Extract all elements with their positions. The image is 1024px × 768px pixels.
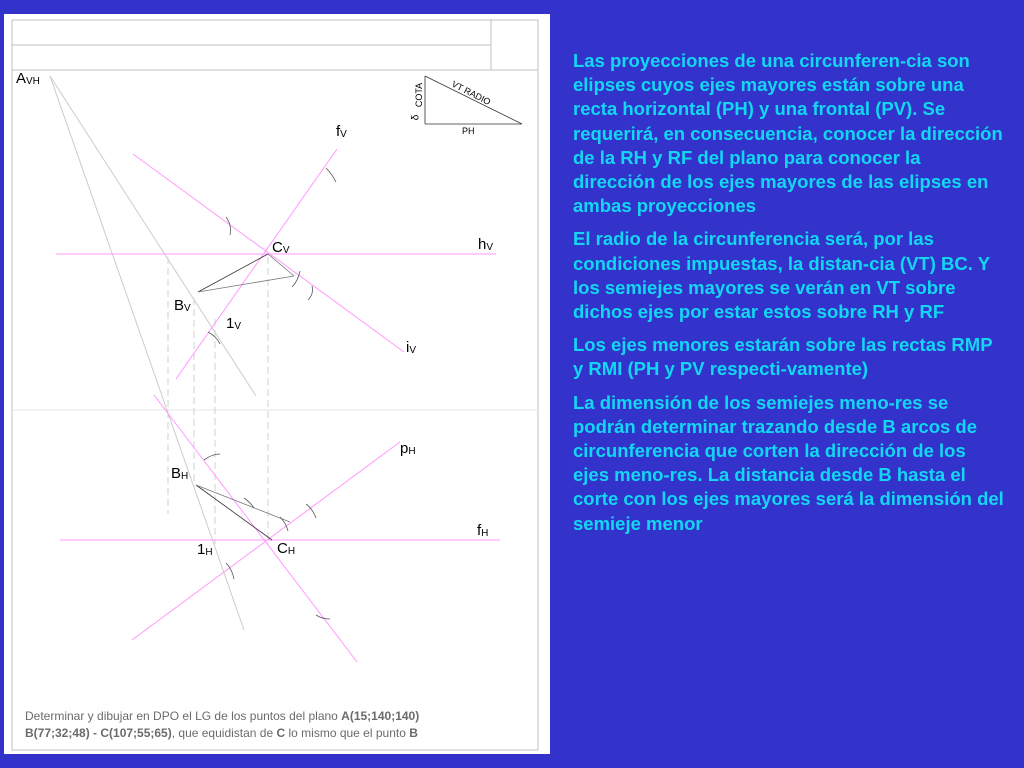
triangle-vt-radio-label: VT RADIO [450, 78, 493, 108]
note-paragraph-1: Las proyecciones de una circunferen-cia son elipses cuyos ejes mayores están sobre una recta horizontal (PH) y una frontal (PV). Se requerirá, en consecuencia, conocer la dirección de la RH y RF del plano para conocer la dirección de los ejes mayores de las elipses en ambas proyecciones [573, 50, 1003, 217]
label-1-v: $1_V$ [226, 315, 242, 332]
label-c-h: $C_H$ [277, 540, 296, 557]
line-i-v [133, 154, 404, 352]
triangle-ph-label: PH [462, 126, 475, 136]
geometry-drawing [4, 14, 550, 754]
arc-ticks [204, 168, 336, 619]
sheet-frame [12, 20, 538, 750]
label-i-v: $i_V$ [406, 339, 417, 356]
label-b-v: $B_V$ [174, 297, 191, 314]
note-paragraph-3: Los ejes menores estarán sobre las rectas RMP y RMI (PH y PV respecti-vamente) [573, 334, 993, 380]
note-paragraph-2: El radio de la circunferencia será, por las condiciones impuestas, la distan-cia (VT) BC. Y los semiejes mayores se verán en VT sobre dichos ejes por estar estos sobre RH y RF [573, 228, 990, 323]
line-f-v [176, 149, 337, 379]
label-f-h: $f_H$ [477, 522, 489, 539]
triangle-delta-label: δ [410, 114, 422, 121]
label-1-h: $1_H$ [197, 541, 213, 558]
label-h-v: $h_V$ [478, 236, 494, 253]
bc-segment-h [196, 485, 272, 540]
bc-side-v [268, 254, 294, 276]
label-p-h: $p_H$ [400, 440, 416, 457]
explanation-notes [573, 49, 1005, 545]
label-f-v: $f_V$ [336, 123, 347, 140]
exercise-caption: Determinar y dibujar en DPO el LG de los puntos del plano A(15;140;140) B(77;32;48) - C(107;55;65), que equidistan de C lo mismo que el punto B [25, 709, 420, 740]
drawing-sheet [4, 14, 550, 754]
label-a-vh: $A_{VH}$ [16, 70, 40, 87]
construction-line-a1 [50, 76, 256, 396]
bc-arc-chord-h [196, 485, 290, 522]
triangle-cota-label: COTA [414, 82, 425, 108]
label-b-h: $B_H$ [171, 465, 189, 482]
label-c-v: $C_V$ [272, 239, 290, 256]
note-paragraph-4: La dimensión de los semiejes meno-res se podrán determinar trazando desde B arcos de circunferencia que corten la dirección de los ejes meno-res. La distancia desde B hasta el corte con los ejes mayores será la dimensión del semieje menor [573, 391, 1004, 534]
